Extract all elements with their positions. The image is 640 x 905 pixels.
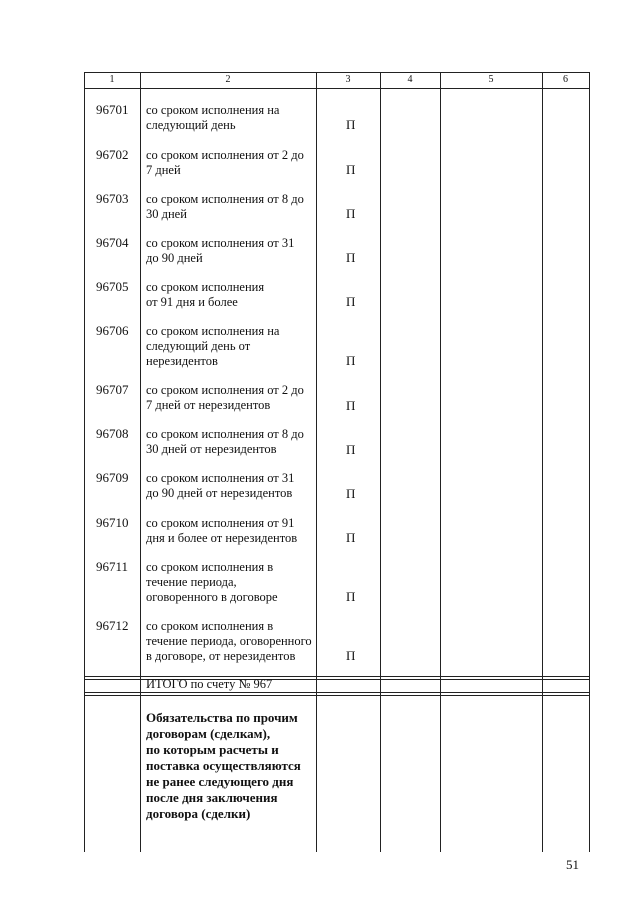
account-description: со сроком исполнения на следующий день xyxy=(146,103,280,132)
page-number: 51 xyxy=(566,857,579,872)
account-type-mark: П xyxy=(346,486,356,501)
account-type-mark: П xyxy=(346,162,356,177)
table-border-top xyxy=(84,72,590,73)
column-header-1: 1 xyxy=(109,74,115,85)
account-description: со сроком исполнения на следующий день от нерезидентов xyxy=(146,324,280,368)
account-code: 96711 xyxy=(96,559,129,574)
account-description: со сроком исполнения от 31 до 90 дней xyxy=(146,236,295,265)
account-type-mark: П xyxy=(346,250,356,265)
account-description: со сроком исполнения от 31 до 90 дней от нерезидентов xyxy=(146,471,295,500)
column-header-2: 2 xyxy=(225,74,231,85)
column-divider xyxy=(440,72,441,852)
account-type-mark: П xyxy=(346,117,356,132)
header-divider xyxy=(84,88,590,89)
account-code: 96701 xyxy=(96,102,129,117)
column-header-3: 3 xyxy=(345,74,351,85)
row-divider xyxy=(84,695,590,696)
account-type-mark: П xyxy=(346,398,356,413)
account-type-mark: П xyxy=(346,294,356,309)
row-divider xyxy=(84,692,590,693)
account-description: со сроком исполнения в течение периода, оговоренного в договоре xyxy=(146,560,278,604)
column-divider xyxy=(380,72,381,852)
table-border-right xyxy=(589,72,590,852)
account-type-mark: П xyxy=(346,206,356,221)
account-code: 96708 xyxy=(96,426,129,441)
account-description: со сроком исполнения от 91 дня и более xyxy=(146,280,265,309)
table-border-left xyxy=(84,72,85,852)
account-type-mark: П xyxy=(346,353,356,368)
total-label: ИТОГО по счету № 967 xyxy=(146,677,273,691)
account-description: со сроком исполнения от 2 до 7 дней от нерезидентов xyxy=(146,383,304,412)
column-divider xyxy=(140,72,141,852)
document-table xyxy=(84,72,590,852)
column-divider xyxy=(542,72,543,852)
account-description: со сроком исполнения от 2 до 7 дней xyxy=(146,148,304,177)
column-header-6: 6 xyxy=(563,74,568,85)
account-code: 96704 xyxy=(96,235,129,250)
account-code: 96710 xyxy=(96,515,129,530)
account-code: 96712 xyxy=(96,618,129,633)
account-code: 96709 xyxy=(96,470,129,485)
account-type-mark: П xyxy=(346,442,356,457)
account-code: 96706 xyxy=(96,323,129,338)
account-type-mark: П xyxy=(346,589,356,604)
account-type-mark: П xyxy=(346,530,356,545)
column-header-4: 4 xyxy=(407,74,413,85)
account-description: со сроком исполнения в течение периода, оговоренного в договоре, от нерезидентов xyxy=(146,619,312,663)
column-header-5: 5 xyxy=(488,74,494,85)
section-title: Обязательства по прочим договорам (сделкам), по которым расчеты и поставка осуществляются не ранее следующего дня после дня заключения договора (сделки) xyxy=(146,710,301,821)
account-type-mark: П xyxy=(346,648,356,663)
account-code: 96703 xyxy=(96,191,129,206)
account-description: со сроком исполнения от 8 до 30 дней от нерезидентов xyxy=(146,427,304,456)
account-description: со сроком исполнения от 8 до 30 дней xyxy=(146,192,304,221)
account-code: 96705 xyxy=(96,279,129,294)
account-code: 96707 xyxy=(96,382,129,397)
account-description: со сроком исполнения от 91 дня и более от нерезидентов xyxy=(146,516,298,545)
account-code: 96702 xyxy=(96,147,129,162)
